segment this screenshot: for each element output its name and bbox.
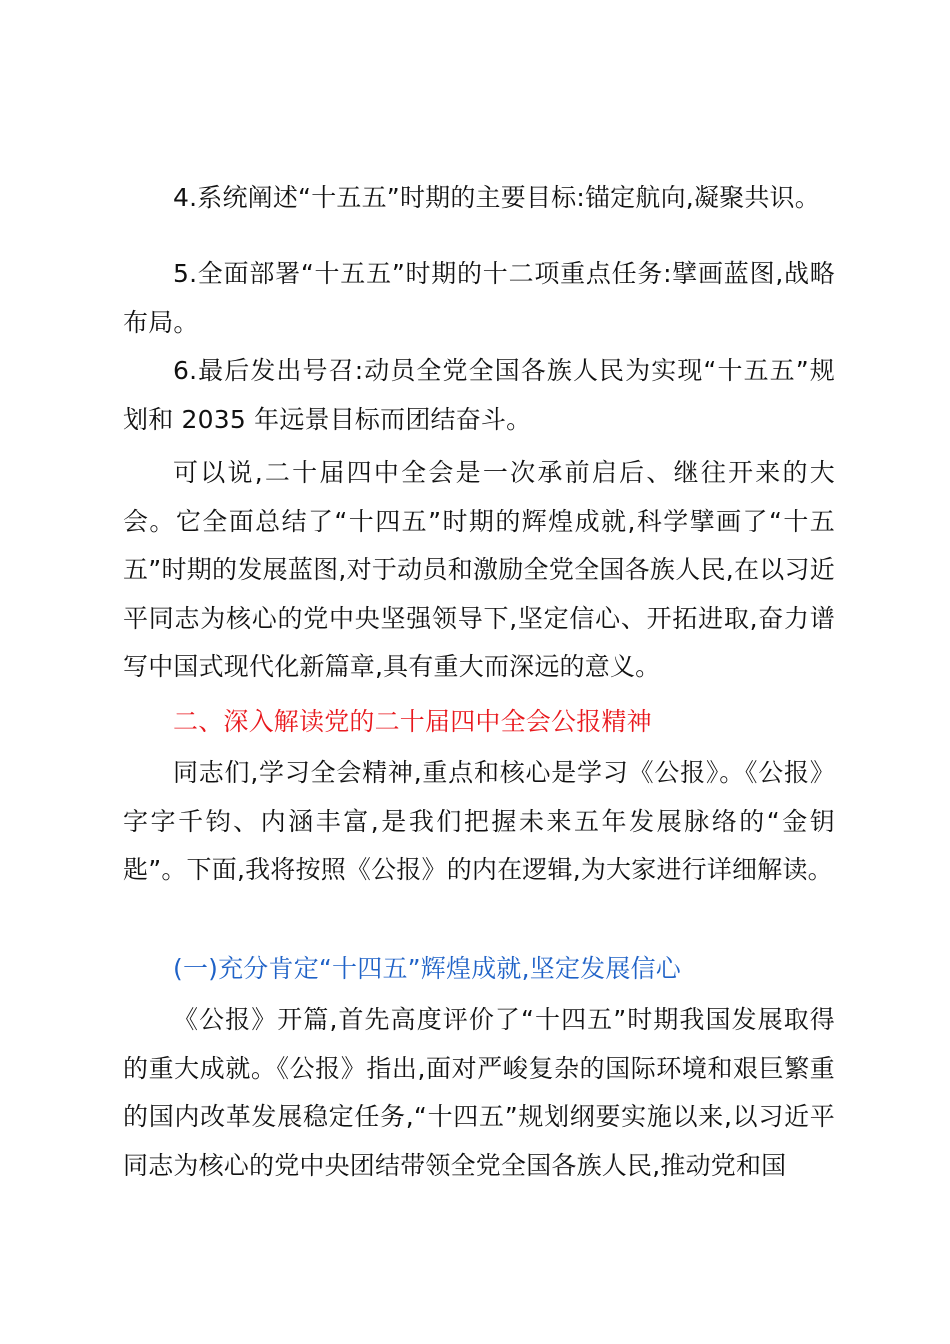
paragraph-summary: 可以说,二十届四中全会是一次承前启后、继往开来的大会。它全面总结了“十四五”时期的辉煌成就,科学擘画了“十五五”时期的发展蓝图,对于动员和激励全党全国各族人民,在以习近平同志为核心的党中央坚强领导下,坚定信心、开拓进取,奋力谱写中国式现代化新篇章,具有重大而深远的意义。 [123,458,835,681]
section-intro: 同志们,学习全会精神,重点和核心是学习《公报》。《公报》字字千钧、内涵丰富,是我们把握未来五年发展脉络的“金钥匙”。下面,我将按照《公报》的内在逻辑,为大家进行详细解读。 [123,758,835,884]
subsection-body: 《公报》开篇,首先高度评价了“十四五”时期我国发展取得的重大成就。《公报》指出,面对严峻复杂的国际环境和艰巨繁重的国内改革发展稳定任务,“十四五”规划纲要实施以来,以习近平同志为核心的党中央团结带领全党全国各族人民,推动党和国 [123,1005,835,1180]
subsection-heading: (一)充分肯定“十四五”辉煌成就,坚定发展信心 [173,954,681,983]
paragraph-call: 6.最后发出号召:动员全党全国各族人民为实现“十五五”规划和 2035 年远景目标而团结奋斗。 [123,356,835,434]
paragraph-tasks: 5.全面部署“十五五”时期的十二项重点任务:擘画蓝图,战略布局。 [123,259,835,337]
paragraph-goals: 4.系统阐述“十五五”时期的主要目标:锚定航向,凝聚共识。 [173,183,820,212]
section-heading: 二、深入解读党的二十届四中全会公报精神 [173,707,652,736]
